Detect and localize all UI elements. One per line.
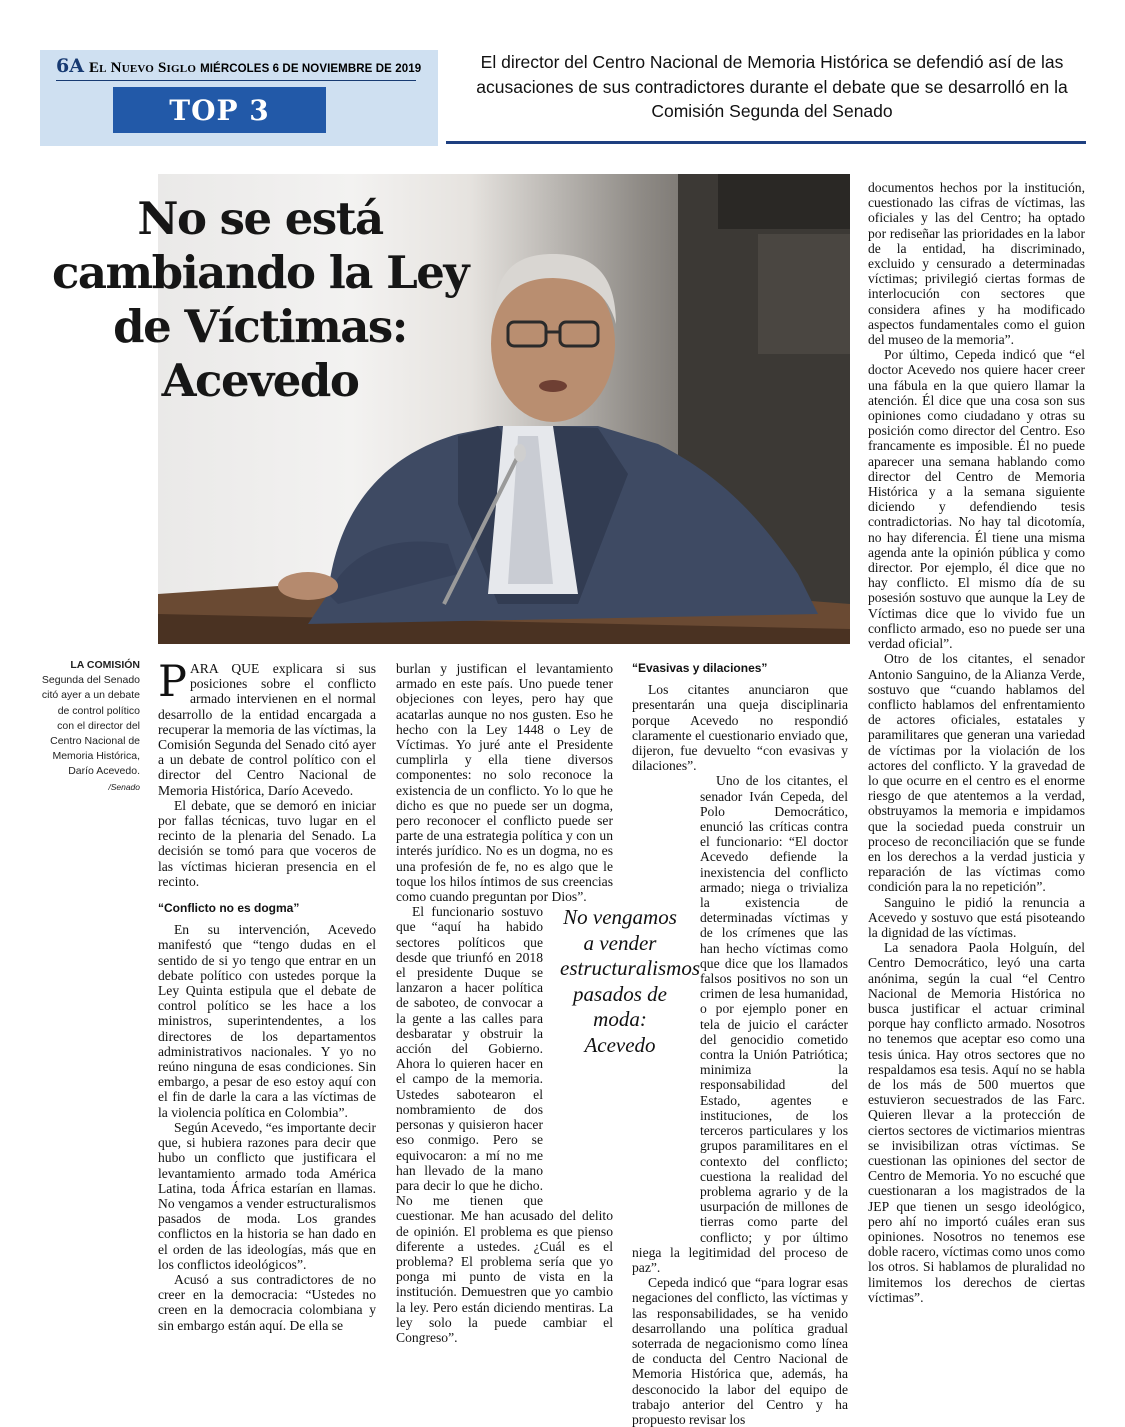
photo-credit: /Senado — [108, 781, 140, 792]
photo-caption — [40, 658, 140, 795]
folio — [56, 55, 422, 79]
paragraph: Según Acevedo, “es importante decir que, si hubiera razones para decir que hubo un conflicto que justificara el levantamiento armado toda América Latina, toda África estarían en llamas. No vengamos a vender estructuralismos pasados de moda. Los grandes conflictos en la historia se han dado en el orden de las ideologías, más que en los conflictos ideológicos”. — [158, 1119, 376, 1272]
paragraph: Uno de los citantes, el senador Iván Cepeda, del Polo Democrático, enunció las críticas contra el funcionario: “El doctor Acevedo defiende la inexistencia del conflicto armado; niega o trivializa la existencia de determinadas víctimas y de los crímenes que las han hecho víctimas como que dice que los llamados falsos positivos no son un crimen de lesa humanidad, o por ejemplo poner en tela de juicio el carácter del genocidio cometido contra la Unión Patriótica; minimiza la responsabilidad del Estado, agentes e instituciones, de los terceros particulares y los grupos paramilitares en el contexto del conflicto; cuestiona la realidad del problema agrario y de la usurpación de millones de tierras como parte del conflicto; y por último niega la legitimidad del proceso de paz”. — [632, 773, 848, 1275]
lead-paragraph — [158, 657, 376, 798]
lead-text: explicara si sus posiciones sobre el conflicto armado intervienen en el normal desarrollo de la entidad encargada a recuperar la memoria de las víctimas, la Comisión Segunda del Senado citó ayer a un debate de control político con el director del Centro Nacional de Memoria Histórica, Darío Acevedo. — [158, 661, 376, 798]
paragraph: Por último, Cepeda indicó que “el doctor Acevedo nos quiere hacer creer una fábula en la que quiero llamar la atención. Él dice que una cosa son sus opiniones como ciudadano y otras su posición como director del Centro. Eso francamente es imposible. Él no puede aparecer una semana hablando como director del Centro de Memoria Histórica y a la semana siguiente diciendo y defendiendo tesis contradictorias. No hay tal dicotomía, no hay diferencia. Él tiene una misma agenda ante la opinión pública y como director. Por ejemplo, él dice que no hay conflicto. El mismo día de su posesión sostuvo que aunque la Ley de Víctimas dice que lo vivido fue un conflicto armado, eso no puede ser una verdad oficial”. — [868, 347, 1085, 652]
paragraph: documentos hechos por la institución, cuestionado las cifras de víctimas, las oficiales y las del Centro; ha optado por rediseñar las prioridades en la labor de la entidad, ha discriminado, excluido y censurado a determinadas víctimas; privilegió ciertas formas de interlocución con sectores que considera afines y ha modificado aspectos fundamentales como el guion del museo de la memoria”. — [868, 180, 1085, 348]
subhead-evasivas: “Evasivas y dilaciones” — [632, 661, 768, 675]
pull-quote: No vengamos a vender estructuralismos pasados de moda: Acevedo — [560, 905, 701, 1057]
paragraph: En su intervención, Acevedo manifestó que “tengo dudas en el sentido de si yo tengo que entrar en un debate político con ustedes porque la Ley Quinta estipula que el debate de control político se les hace a los ministros, superintendentes, a los directores de los departamentos administrativos nacionales. Y yo no reúno ninguna de esas condiciones. Sin embargo, a pesar de eso estoy aquí con el fin de darle la cara a las víctimas de la violencia política en Colombia”. — [158, 922, 376, 1120]
folio-rule — [56, 80, 416, 81]
paragraph: La senadora Paola Holguín, del Centro Democrático, leyó una carta anónima, según la cual “el Centro Nacional de Memoria Histórica no busca justificar el actuar criminal porque hay conflicto armado. Nosotros no tenemos que aceptar eso como una tesis única. Hay otros sectores que no respaldamos esa tesis. Aquí no se habla de los más de 500 muertos que estuvieron secuestrados de las Farc. Quieren llevar a la protección de ciertos sectores de victimarios mientras se invisibilizan otras víctimas. Se cuestionan las opiniones del sector de Centro de Memoria. Yo no escuché que cuestionaran a los magistrados de la JEP que tienen un sesgo ideológico, pero ahí no importó cuáles eran sus opiniones. Nosotros no tenemos ese doble racero, víctimas como unos como los otros. Si hablamos de pluralidad no limitemos los derechos de ciertas víctimas”. — [868, 940, 1085, 1305]
drop-cap: P — [158, 657, 187, 707]
paragraph: Acusó a sus contradictores de no creer en la democracia: “Ustedes no creen en la democracia colombiana y sin embargo están aquí. De ella se — [158, 1271, 376, 1333]
article-headline: No se está cambiando la Ley de Víctimas: Acevedo — [51, 192, 469, 407]
caption-text: Segunda del Senado citó ayer a un debate de control político con el director del Centro Nacional de Memoria Histórica, Darío Acevedo. — [41, 674, 140, 778]
paragraph: burlan y justifican el levantamiento armado en este país. Uno puede tener objeciones con leyes, pero hay que acatarlas aunque no nos gusten. Eso he hecho con la Ley 1448 o Ley de Víctimas. Yo juré ante el Presidente cumplirla y ella tiene diversos componentes: no solo reconoce la existencia de un conflicto. Yo lo que he dicho es que no puede ser un dogma, pero reconocer el conflicto puede ser parte de una estrategia política y con un interés jurídico. No es un dogma, no es una profesión de fe, no es algo que le toque los hilos íntimos de sus creencias como cuando preguntan por Dios”. — [396, 661, 613, 905]
lead-in: ARA QUE — [189, 661, 260, 676]
caption-head: LA COMISIÓN — [70, 659, 140, 671]
section-label: TOP 3 — [169, 93, 270, 127]
article-column-4 — [868, 180, 1085, 1305]
paragraph: El debate, que se demoró en iniciar por fallas técnicas, tuvo lugar en el recinto de la plenaria del Senado. La decisión se tomó para que voceros de las víctimas hicieran presencia en el recinto. — [158, 797, 376, 889]
article-column-1 — [158, 657, 376, 1333]
paragraph: Otro de los citantes, el senador Antonio Sanguino, de la Alianza Verde, sostuvo que “cuando hablamos del conflicto hablamos del enfrentamiento de actores oficiales, estatales y paramilitares que generan una variedad de víctimas por la violación de los actores del conflicto. Y la gravedad de lo que ocurre en el centro es el enorme riesgo de que atentemos a la verdad, obstruyamos la memoria e impidamos que la sociedad pueda construir un proceso de reconciliación que se funde en los derechos a la verdad justicia y reparación de las víctimas como condición para la no repetición”. — [868, 651, 1085, 895]
page-number: 6A — [56, 55, 84, 77]
section-label-box — [113, 87, 326, 133]
article-deck: El director del Centro Nacional de Memoria Histórica se defendió así de las acusaciones de sus contradictores durante el debate que se desarrolló en la Comisión Segunda del Senado — [476, 52, 1068, 121]
issue-date: MIÉRCOLES 6 DE NOVIEMBRE DE 2019 — [200, 63, 422, 75]
subhead-conflicto: “Conflicto no es dogma” — [158, 901, 300, 916]
article-column-3 — [632, 661, 848, 1427]
paragraph: Sanguino le pidió la renuncia a Acevedo y sostuvo que está pisoteando la dignidad de las víctimas. — [868, 894, 1085, 940]
pullquote-gap — [632, 969, 694, 1243]
paragraph: Cepeda indicó que “para lograr esas negaciones del conflicto, las víctimas y las responsabilidades, se ha venido desarrollando una política gradual soterrada de negacionismo como línea de conducta del Centro Nacional de Memoria Histórica que, además, ha desconocido la labor del equipo de trabajo anterior del Centro y ha propuesto revisar los — [632, 1275, 848, 1427]
paragraph: Los citantes anunciaron que presentarán una queja disciplinaria porque Acevedo no respondió claramente el cuestionario enviado que, dijeron, fue devuelto “con evasivas y dilaciones”. — [632, 682, 848, 774]
paragraph: El funcionario sostuvo que “aquí ha habido sectores políticos que desde que triunfó en 2018 el presidente Duque se lanzaron a hacer política de saboteo, de convocar a la gente a las calles para desbaratar y obstruir la acción del Gobierno. Ahora lo quieren hacer en el campo de la memoria. Ustedes sabotearon el nombramiento de dos personas y quisieron hacer eso conmigo. Pero se equivocaron: a mí no me han llevado de la mano para decir lo que he dicho. No me tienen que cuestionar. Me han acusado del delito de opinión. El problema es que pienso diferente a ustedes. ¿Cuál es el problema? El problema sería que yo ponga mi punto de vista en la institución. Demuestren que yo cambio la ley. Pero están diciendo mentiras. La ley solo la puede cambiar el Congreso”. — [396, 904, 613, 1345]
newspaper-name: El Nuevo Siglo — [88, 60, 197, 76]
deck-rule — [446, 141, 1086, 144]
